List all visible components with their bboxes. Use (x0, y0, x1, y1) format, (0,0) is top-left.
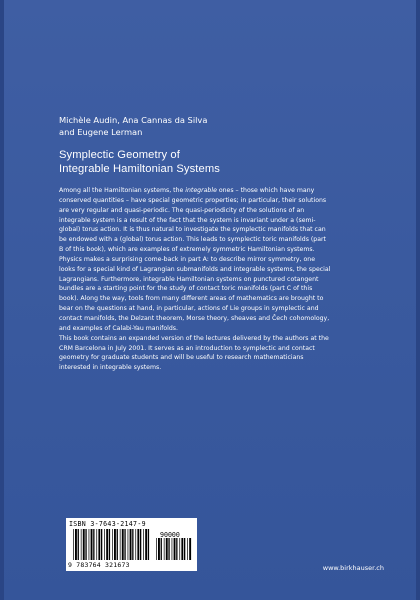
barcode-bar (83, 529, 85, 560)
barcode-bar (75, 529, 77, 560)
authors-block (59, 115, 359, 139)
barcode-bar (187, 538, 188, 560)
blurb-line (59, 216, 379, 226)
authors-line-1: Michèle Audin, Ana Cannas da Silva (59, 115, 208, 125)
barcode-bar (101, 529, 102, 560)
blurb-segment: CRM Barcelona in July 2001. It serves as an introduction to symplectic and contact (59, 344, 315, 352)
publisher-website: www.birkhauser.ch (322, 564, 384, 572)
barcode-bar (145, 529, 147, 560)
blurb-segment: integrable system is a result of the fact that the system is invariant under a (semi- (59, 216, 316, 224)
ean-digits: 9 783764 321673 (68, 561, 130, 569)
barcode-bar (130, 529, 132, 560)
barcode-bar (174, 538, 176, 560)
barcode-bar (164, 538, 165, 560)
barcode-bar (106, 529, 108, 560)
blurb-line (59, 284, 379, 294)
book-title (59, 149, 379, 176)
blurb-line (59, 265, 379, 275)
barcode-bar (172, 538, 173, 560)
blurb-text (59, 186, 379, 373)
barcode-bar (143, 529, 144, 560)
barcode-bar (124, 529, 125, 560)
barcode-bar (117, 529, 118, 560)
blurb-segment: Among all the Hamiltonian systems, the (59, 187, 186, 194)
blurb-segment: contact manifolds, the Delzant theorem, Morse theory, sheaves and Čech cohomology, (59, 314, 330, 322)
blurb-segment: bear on the questions at hand, in particular, actions of Lie groups in symplectic and (59, 305, 319, 313)
blurb-segment: geometry for graduate students and will be useful to research mathematicians (59, 354, 304, 362)
barcode-bar (78, 529, 79, 560)
blurb-line (59, 245, 379, 255)
isbn-label: ISBN 3-7643-2147-9 (69, 520, 146, 528)
barcode-bar (91, 529, 93, 560)
barcode-bar (168, 538, 169, 560)
addon-code: 90000 (160, 531, 180, 539)
blurb-line (59, 304, 379, 314)
barcode-bar (158, 538, 160, 560)
blurb-line (59, 235, 379, 245)
blurb-line (59, 255, 379, 265)
barcode-bar (140, 529, 141, 560)
barcode-bar (112, 529, 113, 560)
right-edge-strip (416, 0, 420, 600)
blurb-line (59, 186, 379, 196)
blurb-segment: book). Along the way, tools from many different areas of mathematics are brought to (59, 295, 324, 303)
barcode-bar (93, 529, 94, 560)
barcode-bar (128, 529, 129, 560)
blurb-line (59, 294, 379, 304)
barcode-bar (176, 538, 177, 560)
blurb-line (59, 334, 379, 344)
barcode-bar (122, 529, 124, 560)
barcode-bar (179, 538, 180, 560)
authors-line-2: and Eugene Lerman (59, 126, 143, 137)
blurb-line (59, 206, 379, 216)
book-title-line-2: Integrable Hamiltonian Systems (59, 162, 220, 175)
left-edge-strip (0, 0, 4, 600)
barcode-bar (161, 538, 162, 560)
blurb-line (59, 196, 379, 206)
blurb-segment: Physics makes a surprising come-back in part A: to describe mirror symmetry, one (59, 255, 316, 263)
barcode-bar (137, 529, 139, 560)
barcode-bar (181, 538, 183, 560)
blurb-segment: and examples of Calabi-Yau manifolds. (59, 324, 178, 332)
blurb-segment: This book contains an expanded version of the lectures delivered by the authors at the (59, 334, 329, 342)
barcode-bar (81, 529, 82, 560)
barcode-bar (156, 538, 157, 560)
blurb-line (59, 363, 379, 373)
blurb-line (59, 324, 379, 334)
barcode-bar (148, 529, 149, 560)
barcode-bar (73, 529, 74, 560)
blurb-segment: Lagrangians. Furthermore, integrable Hamiltonian systems on punctured cotangent (59, 275, 319, 283)
barcode-bar (184, 538, 185, 560)
barcode-bar (189, 538, 191, 560)
blurb-segment: bundles are a starting point for the study of contact toric manifolds (part C of this (59, 285, 313, 293)
barcode-bar (104, 529, 105, 560)
barcode-bar (114, 529, 116, 560)
barcode-bar (98, 529, 100, 560)
book-title-line-1: Symplectic Geometry of (59, 149, 180, 161)
blurb-segment: be endowed with a (global) torus action. This leads to symplectic toric manifolds (part (59, 236, 326, 244)
barcode-box (66, 518, 197, 571)
blurb-segment: global) torus action. It is thus natural to investigate the symplectic manifolds that can (59, 226, 326, 234)
blurb-line (59, 344, 379, 354)
barcode-bar (132, 529, 133, 560)
blurb-segment: are very regular and quasi-periodic. The quasi-periodicity of the solutions of an (59, 206, 305, 214)
blurb-segment: conserved quantities – have special geometric properties; in particular, their solutions (59, 196, 327, 204)
blurb-line (59, 314, 379, 324)
blurb-line (59, 275, 379, 285)
italic-word: integrable (185, 187, 217, 194)
blurb-segment: B of this book), which are examples of extremely symmetric Hamiltonian systems. (59, 246, 315, 254)
blurb-line (59, 225, 379, 235)
barcode-bar (109, 529, 110, 560)
blurb-segment: interested in integrable systems. (59, 364, 162, 372)
barcode-bar (89, 529, 90, 560)
blurb-segment: looks for a special kind of Lagrangian submanifolds and integrable systems, the special (59, 265, 331, 273)
barcode-bar (85, 529, 86, 560)
blurb-segment: ones – those which have many (216, 187, 315, 194)
barcode-bar (120, 529, 121, 560)
barcode-bar (166, 538, 168, 560)
blurb-line (59, 353, 379, 363)
barcode-bar (135, 529, 136, 560)
barcode-bar (96, 529, 97, 560)
